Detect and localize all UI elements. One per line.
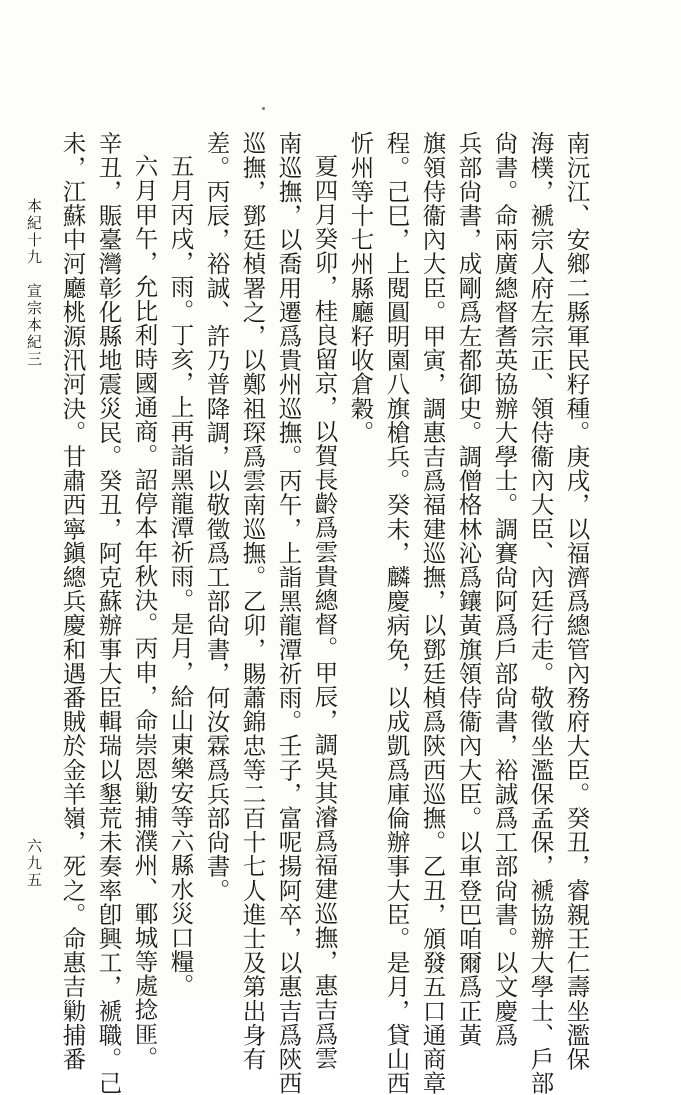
text-column-12: 五月丙戌，雨。丁亥，上再詣黑龍潭祈雨。是月，給山東樂安等六縣水災口糧。 (166, 154, 195, 998)
text-column-6: 程。己巳，上閱圓明園八旗槍兵。癸未，麟慶病免，以成凱爲庫倫辦事大臣。是月，貸山西 (382, 131, 411, 1095)
text-column-5: 旗領侍衞內大臣。甲寅，調惠吉爲福建巡撫，以鄧廷楨爲陝西巡撫。乙丑，頒發五口通商章 (418, 131, 447, 1095)
text-column-9: 南巡撫，以喬用遷爲貴州巡撫。丙午，上詣黑龍潭祈雨。壬子，富呢揚阿卒，以惠吉爲陝西 (274, 131, 303, 1095)
text-column-1: 南沅江、安鄉二縣軍民籽種。庚戌，以福濟爲總管內務府大臣。癸丑，睿親王仁壽坐濫保 (562, 131, 591, 1071)
text-column-13: 六月甲午，允比利時國通商。詔停本年秋決。丙申，命崇恩勦捕濮州、鄆城等處捻匪。 (130, 154, 159, 1070)
text-column-4: 兵部尙書，成剛爲左都御史。調僧格林沁爲鑲黃旗領侍衞內大臣。以車登巴咱爾爲正黃 (454, 131, 483, 1047)
text-column-11: 差。丙辰，裕誠、許乃普降調，以敬徵爲工部尙書，何汝霖爲兵部尙書。 (202, 131, 231, 903)
text-column-14: 辛丑，賑臺灣彰化縣地震災民。癸丑，阿克蘇辦事大臣輯瑞以墾荒未奏率卽興工，褫職。己 (94, 131, 123, 1095)
text-column-15: 未，江蘇中河廳桃源汛河決。甘肅西寧鎭總兵慶和遇番賊於金羊嶺，死之。命惠吉勦捕番 (58, 131, 87, 1071)
running-header: 本紀十九 宣宗本紀三 (25, 198, 43, 368)
text-column-8: 夏四月癸卯，桂良留京，以賀長齡爲雲貴總督。甲辰，調吳其濬爲福建巡撫，惠吉爲雲 (310, 154, 339, 1070)
text-column-7: 忻州等十七州縣廳籽收倉穀。 (346, 131, 375, 445)
text-column-3: 尙書。命兩廣總督耆英協辦大學士。調賽尙阿爲戶部尙書，裕誠爲工部尙書。以文慶爲 (490, 131, 519, 1047)
text-column-2: 海樸，褫宗人府左宗正、領侍衞內大臣、內廷行走。敬徵坐濫保孟保，褫協辦大學士、戶部 (526, 131, 555, 1095)
page-number: 六九五 (25, 838, 43, 889)
text-column-10: 巡撫，鄧廷楨署之，以鄭祖琛爲雲南巡撫。乙卯，賜蕭錦忠等二百十七人進士及第出身有 (238, 131, 267, 1071)
ink-speck (262, 107, 265, 110)
